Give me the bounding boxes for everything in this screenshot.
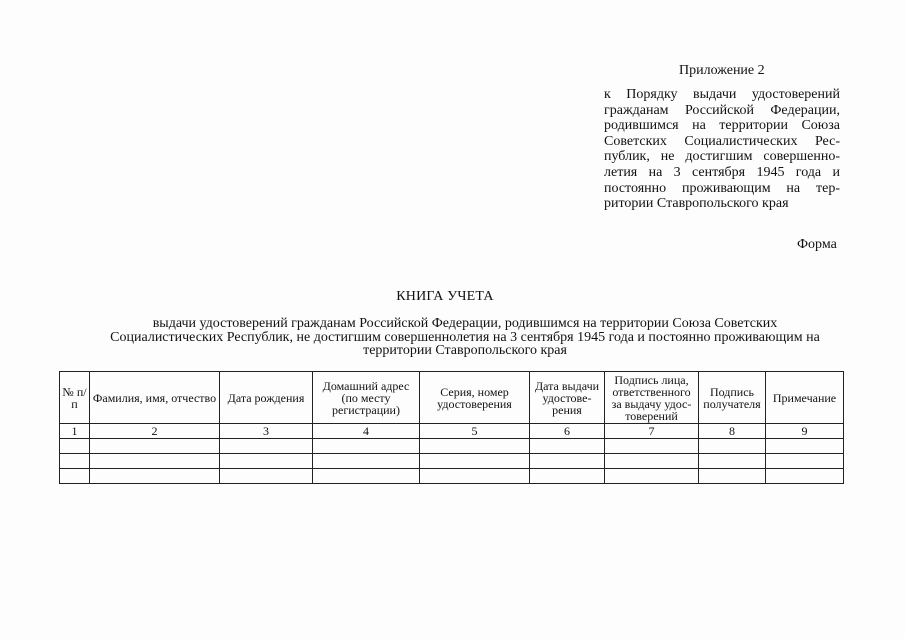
table-cell — [313, 454, 420, 469]
table-cell — [530, 469, 605, 484]
appendix-line: к Порядку выдачи удостоверений — [604, 87, 840, 102]
table-cell — [90, 454, 220, 469]
table-cell — [60, 439, 90, 454]
column-number: 3 — [220, 424, 313, 439]
column-number: 5 — [420, 424, 530, 439]
column-number-row — [60, 424, 844, 439]
table-cell — [605, 469, 699, 484]
book-subtitle — [40, 317, 890, 358]
appendix-title: Приложение 2 — [679, 63, 765, 78]
table-cell — [766, 454, 844, 469]
table-cell — [313, 469, 420, 484]
table-cell — [313, 439, 420, 454]
header-home-address: Домашний адрес (по месту регистрации) — [313, 372, 420, 424]
appendix-line: публик, не достигшим совершенно- — [604, 149, 840, 165]
table-cell — [699, 454, 766, 469]
table-cell — [60, 469, 90, 484]
column-number: 6 — [530, 424, 605, 439]
empty-rows — [60, 439, 844, 484]
table-cell — [605, 454, 699, 469]
appendix-line: летия на 3 сентября 1945 года и — [604, 164, 840, 180]
column-number: 8 — [699, 424, 766, 439]
table-cell — [220, 454, 313, 469]
appendix-line: Советских Социалистических Рес- — [604, 133, 840, 149]
table-row — [60, 469, 844, 484]
table-cell — [420, 469, 530, 484]
table-row — [60, 439, 844, 454]
table-cell — [60, 454, 90, 469]
appendix-line: гражданам Российской Федерации, — [604, 102, 840, 118]
table-row — [60, 454, 844, 469]
header-issuer-signature: Подпись лица, ответственного за выдачу удос-товерений — [605, 372, 699, 424]
table-cell — [90, 469, 220, 484]
header-certificate-number: Серия, номер удостоверения — [420, 372, 530, 424]
header-recipient-signature: Подпись получателя — [699, 372, 766, 424]
appendix-reference — [604, 87, 840, 212]
table-cell — [699, 439, 766, 454]
table-cell — [766, 469, 844, 484]
table-cell — [530, 439, 605, 454]
register-table — [59, 371, 844, 484]
header-note: Примечание — [766, 372, 844, 424]
column-number: 4 — [313, 424, 420, 439]
appendix-line: ритории Ставропольского края — [604, 196, 789, 212]
header-full-name: Фамилия, имя, отчество — [90, 372, 220, 424]
table-cell — [220, 469, 313, 484]
header-number: № п/п — [60, 372, 90, 424]
column-number: 9 — [766, 424, 844, 439]
form-label: Форма — [797, 237, 837, 252]
header-birth-date: Дата рождения — [220, 372, 313, 424]
appendix-line: родившимся на территории Союза — [604, 118, 840, 134]
appendix-line: постоянно проживающим на тер- — [604, 180, 840, 196]
subtitle-line: территории Ставропольского края — [363, 343, 567, 358]
table-cell — [420, 439, 530, 454]
book-title: КНИГА УЧЕТА — [396, 289, 494, 304]
subtitle-line: Социалистических Республик, не достигшим совершеннолетия на 3 сентября 1945 года и постоянно проживающим на — [110, 329, 820, 345]
table-cell — [220, 439, 313, 454]
table-header-row — [60, 372, 844, 424]
table-cell — [90, 439, 220, 454]
header-issue-date: Дата выдачи удостове-рения — [530, 372, 605, 424]
column-number: 2 — [90, 424, 220, 439]
column-number: 1 — [60, 424, 90, 439]
table-cell — [605, 439, 699, 454]
subtitle-line: выдачи удостоверений гражданам Российской Федерации, родившимся на территории Союза Советских — [152, 316, 778, 331]
table-cell — [420, 454, 530, 469]
table-cell — [766, 439, 844, 454]
column-number: 7 — [605, 424, 699, 439]
table-cell — [530, 454, 605, 469]
table-cell — [699, 469, 766, 484]
